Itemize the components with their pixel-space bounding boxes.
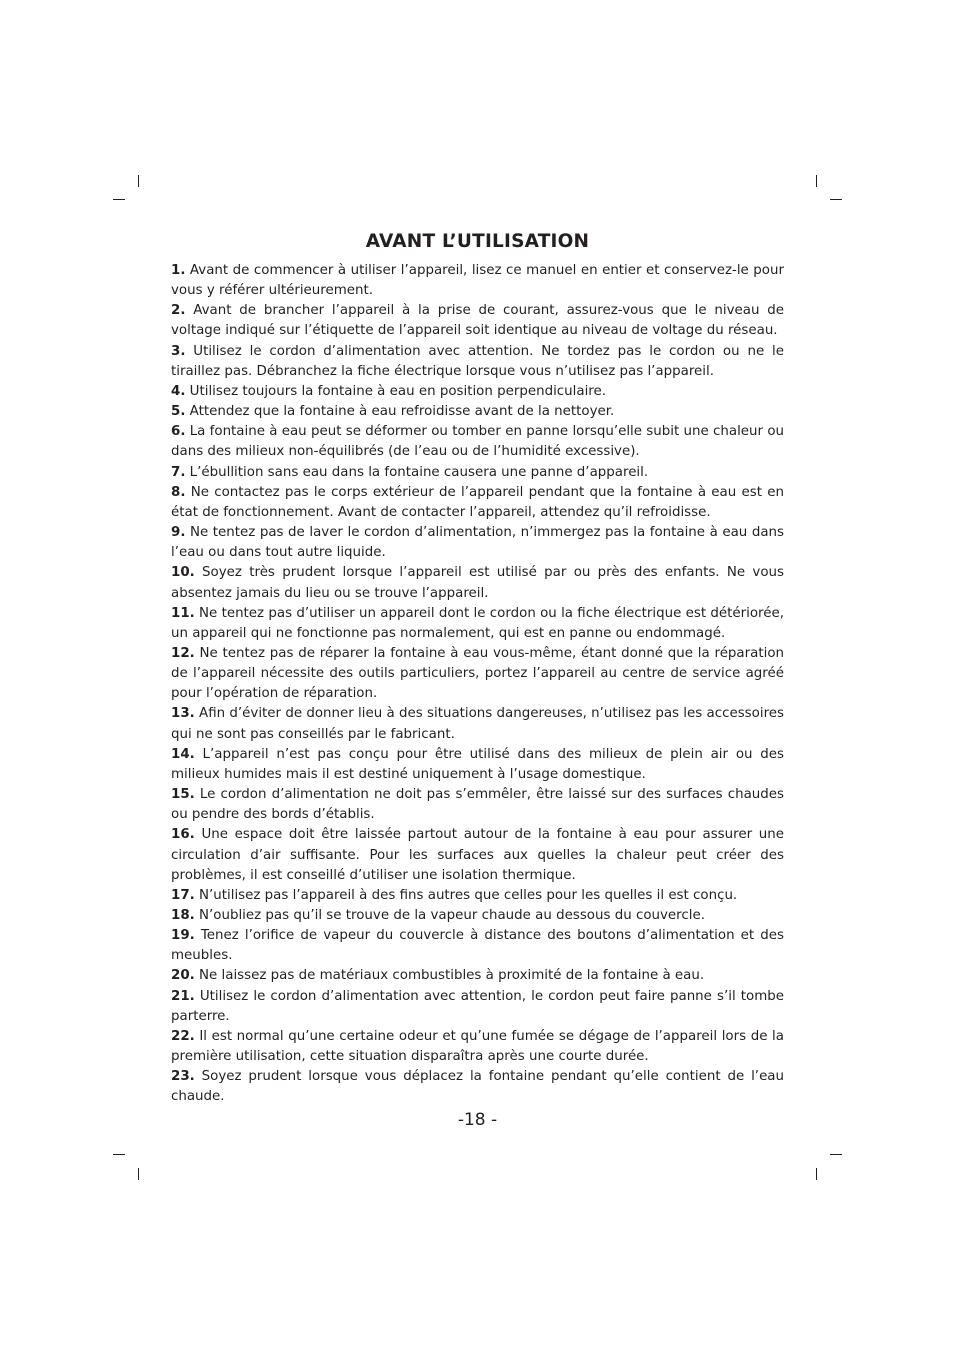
list-item — [171, 926, 784, 966]
item-number: 16. — [171, 827, 195, 843]
item-number: 13. — [171, 706, 195, 722]
list-item — [171, 825, 784, 885]
item-number: 20. — [171, 968, 195, 984]
item-text: La fontaine à eau peut se déformer ou tomber en panne lorsqu’elle subit une chaleur ou dans des milieux non-équilibrés (de l’eau ou de l’humidité excessive). — [171, 424, 784, 460]
item-text: Avant de commencer à utiliser l’appareil, lisez ce manuel en entier et conservez-le pour vous y référer ultérieurement. — [171, 263, 784, 299]
list-item — [171, 604, 784, 644]
item-text: Utilisez toujours la fontaine à eau en position perpendiculaire. — [189, 383, 607, 399]
list-item — [171, 644, 784, 704]
list-item — [171, 745, 784, 785]
item-number: 10. — [171, 565, 195, 581]
page-number: -18 - — [457, 1110, 498, 1130]
crop-mark-bottom-left-vertical — [138, 1168, 139, 1180]
item-text: N’utilisez pas l’appareil à des fins autres que celles pour les quelles il est conçu. — [199, 887, 738, 903]
item-number: 4. — [171, 383, 186, 399]
item-number: 2. — [171, 303, 186, 319]
item-number: 6. — [171, 424, 186, 440]
item-number: 14. — [171, 746, 195, 762]
item-number: 21. — [171, 988, 195, 1004]
item-text: Une espace doit être laissée partout autour de la fontaine à eau pour assurer une circulation d’air suffisante. Pour les surfaces aux quelles la chaleur peut créer des problèmes, il est conseillé d’utiliser une isolation thermique. — [171, 827, 784, 883]
safety-instructions-list — [171, 261, 784, 1108]
item-number: 19. — [171, 928, 195, 944]
list-item — [171, 906, 784, 926]
crop-mark-top-left-vertical — [138, 175, 139, 187]
page-title: AVANT L’UTILISATION — [365, 231, 590, 252]
list-item — [171, 382, 784, 402]
item-text: Afin d’éviter de donner lieu à des situations dangereuses, n’utilisez pas les accessoires qui ne sont pas conseillés par le fabricant. — [171, 706, 784, 742]
item-text: Attendez que la fontaine à eau refroidisse avant de la nettoyer. — [189, 404, 615, 420]
list-item — [171, 966, 784, 986]
list-item — [171, 785, 784, 825]
item-number: 5. — [171, 404, 186, 420]
item-number: 8. — [171, 484, 186, 500]
list-item — [171, 422, 784, 462]
list-item — [171, 463, 784, 483]
item-text: Ne tentez pas d’utiliser un appareil dont le cordon ou la fiche électrique est détériorée, un appareil qui ne fonctionne pas normalement, qui est en panne ou endommagé. — [171, 605, 784, 641]
item-number: 18. — [171, 908, 195, 923]
list-item — [171, 402, 784, 422]
item-number: 22. — [171, 1028, 195, 1044]
list-item — [171, 483, 784, 523]
item-text: N’oubliez pas qu’il se trouve de la vapeur chaude au dessous du couvercle. — [199, 908, 705, 923]
crop-mark-top-left-horizontal — [113, 199, 125, 200]
item-text: Avant de brancher l’appareil à la prise de courant, assurez-vous que le niveau de voltage indiqué sur l’étiquette de l’appareil soit identique au niveau de voltage du réseau. — [171, 303, 784, 339]
list-item — [171, 886, 784, 906]
item-number: 23. — [171, 1069, 195, 1085]
crop-mark-top-right-horizontal — [830, 199, 842, 200]
list-item — [171, 523, 784, 563]
list-item — [171, 261, 784, 301]
item-text: Utilisez le cordon d’alimentation avec attention, le cordon peut faire panne s’il tombe parterre. — [171, 988, 784, 1024]
item-number: 7. — [171, 464, 186, 480]
item-text: Ne laissez pas de matériaux combustibles à proximité de la fontaine à eau. — [199, 968, 705, 984]
item-number: 17. — [171, 887, 195, 903]
item-text: Ne contactez pas le corps extérieur de l’appareil pendant que la fontaine à eau est en état de fonctionnement. Avant de contacter l’appareil, attendez qu’il refroidisse. — [171, 484, 784, 520]
crop-mark-top-right-vertical — [816, 175, 817, 187]
item-number: 3. — [171, 343, 186, 359]
item-text: Tenez l’orifice de vapeur du couvercle à distance des boutons d’alimentation et des meubles. — [171, 928, 784, 964]
item-text: Ne tentez pas de laver le cordon d’alimentation, n’immergez pas la fontaine à eau dans l’eau ou dans tout autre liquide. — [171, 525, 784, 561]
item-text: Soyez prudent lorsque vous déplacez la fontaine pendant qu’elle contient de l’eau chaude. — [171, 1069, 784, 1105]
list-item — [171, 987, 784, 1027]
item-number: 11. — [171, 605, 195, 621]
item-text: L’appareil n’est pas conçu pour être utilisé dans des milieux de plein air ou des milieux humides mais il est destiné uniquement à l’usage domestique. — [171, 746, 784, 782]
item-number: 12. — [171, 645, 195, 661]
item-text: L’ébullition sans eau dans la fontaine causera une panne d’appareil. — [189, 464, 649, 480]
list-item — [171, 1027, 784, 1067]
item-number: 1. — [171, 263, 186, 278]
item-number: 15. — [171, 787, 195, 803]
crop-mark-bottom-left-horizontal — [113, 1154, 125, 1155]
item-text: Utilisez le cordon d’alimentation avec attention. Ne tordez pas le cordon ou ne le tiraillez pas. Débranchez la fiche électrique lorsque vous n’utilisez pas l’appareil. — [171, 343, 785, 379]
list-item — [171, 563, 784, 603]
item-text: Soyez très prudent lorsque l’appareil est utilisé par ou près des enfants. Ne vous absentez jamais du lieu ou se trouve l’appareil. — [171, 565, 784, 601]
item-text: Ne tentez pas de réparer la fontaine à eau vous-même, étant donné que la réparation de l’appareil nécessite des outils particuliers, portez l’appareil au centre de service agréé pour l’opération de réparation. — [171, 645, 784, 702]
list-item — [171, 342, 784, 382]
list-item — [171, 1067, 784, 1107]
crop-mark-bottom-right-vertical — [816, 1168, 817, 1180]
item-text: Le cordon d’alimentation ne doit pas s’emmêler, être laissé sur des surfaces chaudes ou pendre des bords d’établis. — [171, 787, 784, 823]
list-item — [171, 301, 784, 341]
item-number: 9. — [171, 525, 186, 541]
crop-mark-bottom-right-horizontal — [830, 1154, 842, 1155]
item-text: Il est normal qu’une certaine odeur et qu’une fumée se dégage de l’appareil lors de la première utilisation, cette situation disparaîtra après une courte durée. — [171, 1028, 784, 1065]
list-item — [171, 704, 784, 744]
